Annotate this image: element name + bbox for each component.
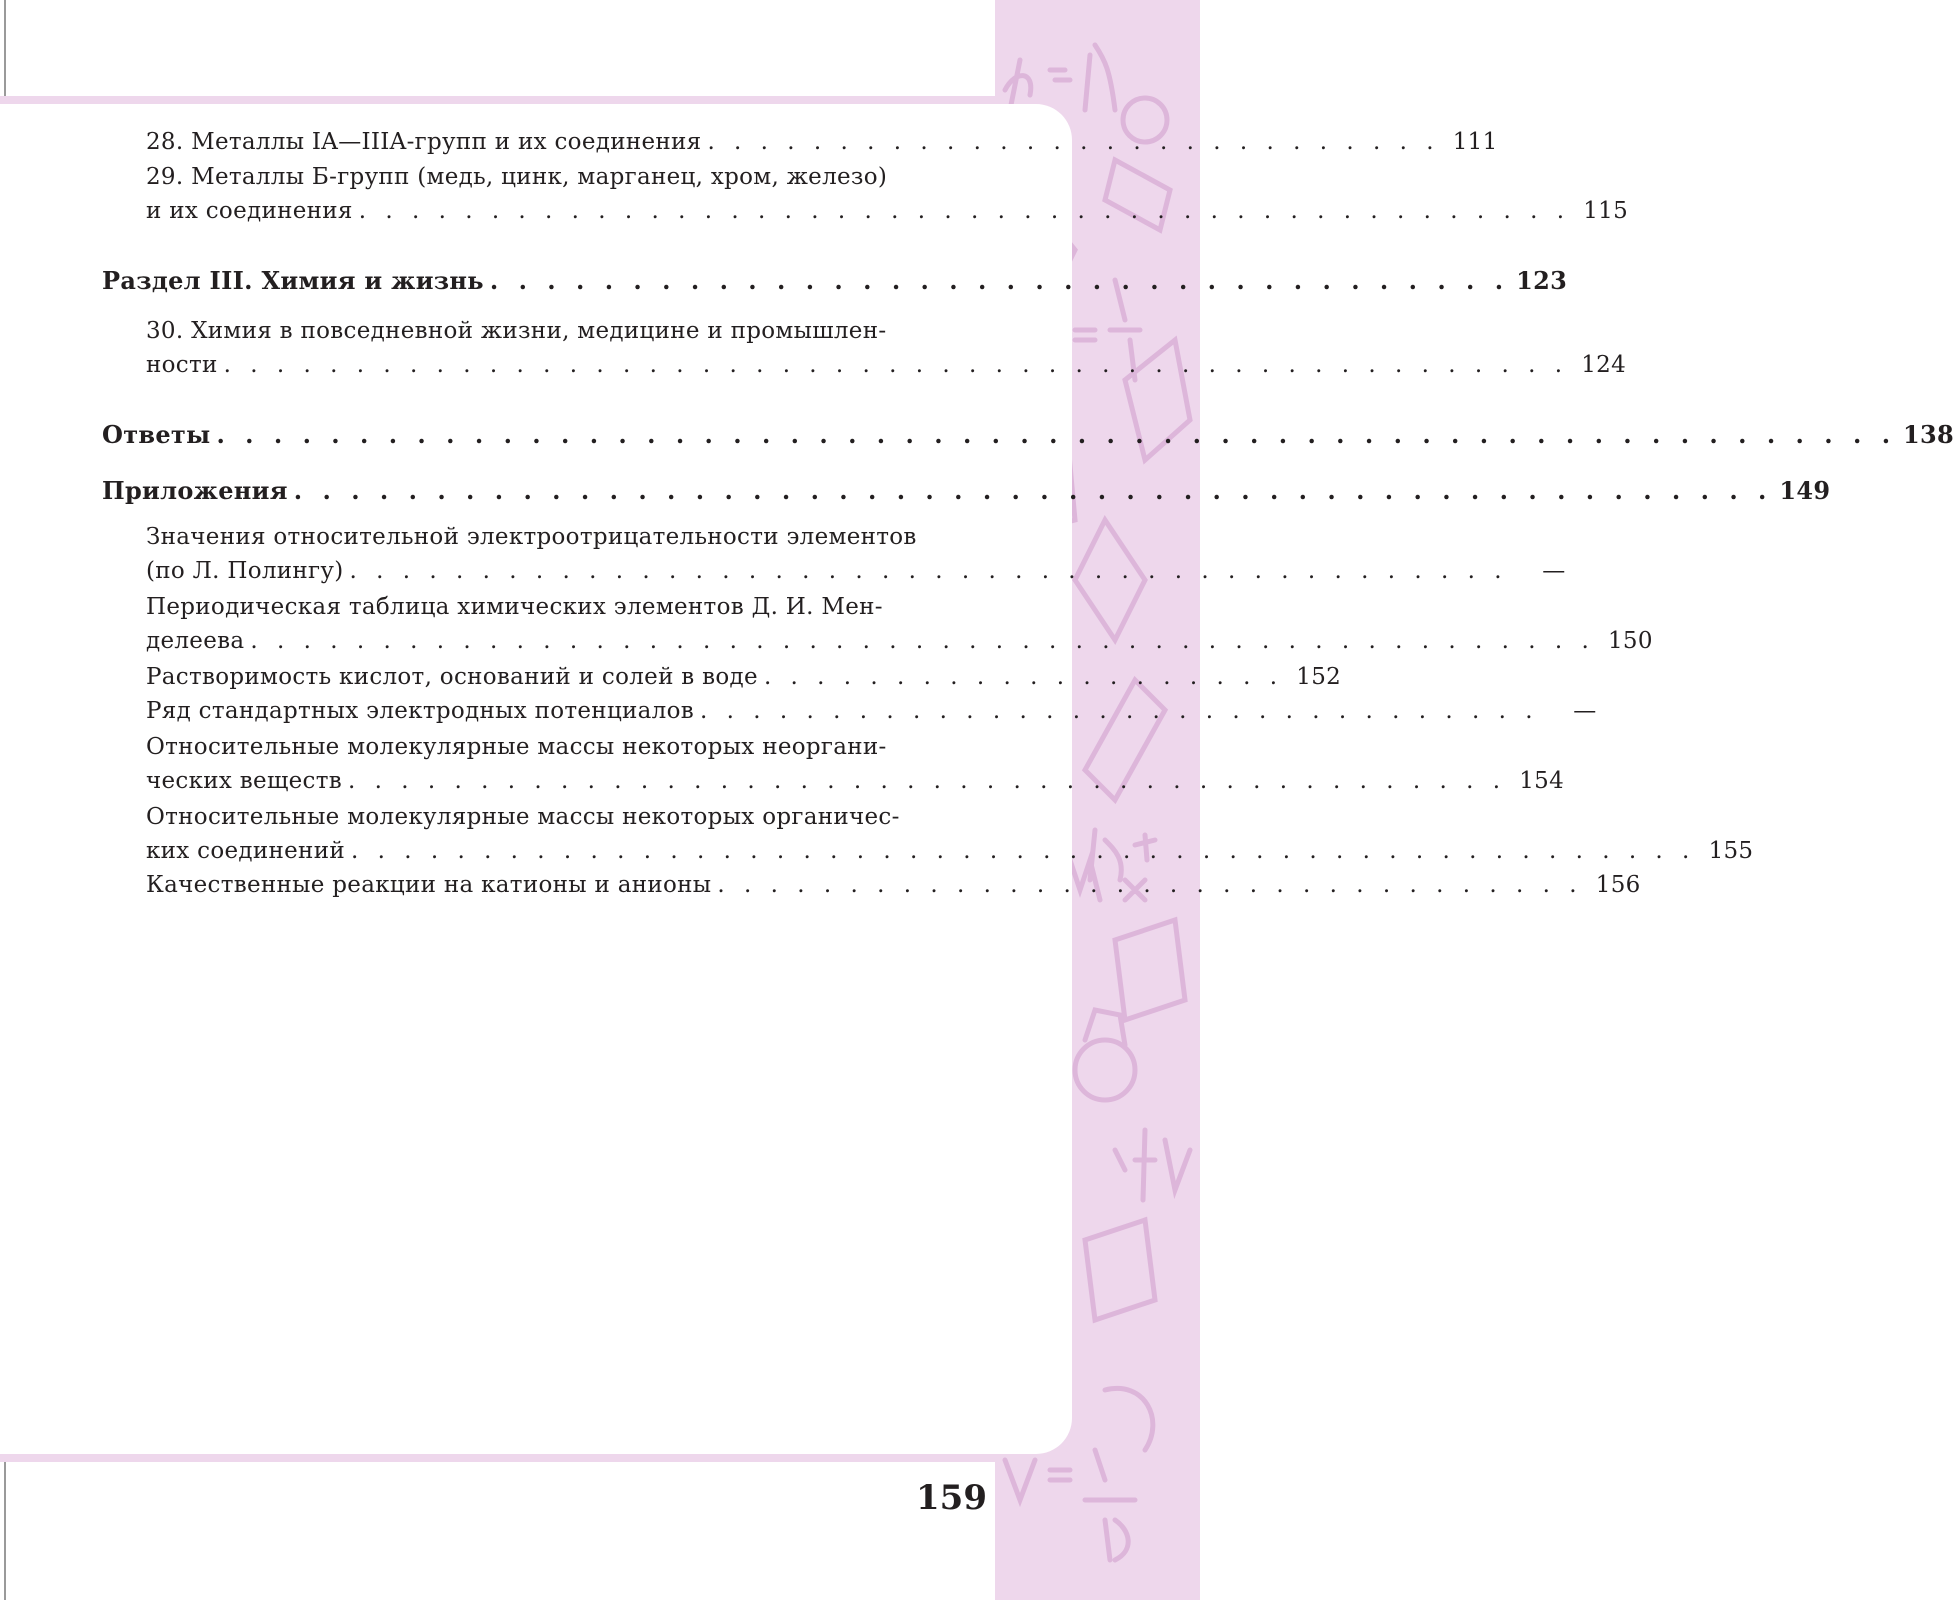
toc-entry-page: 150 bbox=[1607, 628, 1653, 654]
toc-entry-title-line2: (по Л. Полингу) bbox=[146, 558, 344, 584]
toc-section-page: 149 bbox=[1779, 476, 1831, 505]
toc-entry-title-line2: ких соединений bbox=[146, 838, 345, 864]
toc-entry-page: 124 bbox=[1581, 352, 1627, 378]
left-margin-rule-top bbox=[4, 0, 6, 96]
leader-dots: . . . . . . . . . . . . . . . . . . . . . . . . . . . . . . . . . . . . . . . . . . . . . . . . . . . bbox=[223, 352, 1569, 378]
toc-entry-title-line1: Относительные молекулярные массы некоторых органичес- bbox=[146, 804, 900, 830]
toc-entry-title-line1: 29. Металлы Б-групп (медь, цинк, марганец, хром, железо) bbox=[146, 164, 888, 190]
page-number: 159 bbox=[916, 1478, 987, 1518]
leader-dots: . . . . . . . . . . . . . . . . . . . . . . . . . . . . . . . . . . . . . . . . . . . . . . bbox=[358, 198, 1571, 224]
leader-dots: . . . . . . . . . . . . . . . . . . . . . . . . . . . . . . . . . . . . . . . . . . . . bbox=[349, 558, 1508, 584]
toc-appendix-2 bbox=[146, 590, 1653, 658]
leader-dots: . . . . . . . . . . . . . . . . . . . . . . . . . . . . bbox=[707, 129, 1440, 155]
toc-appendix-1 bbox=[146, 520, 1566, 588]
left-margin-rule-bottom bbox=[4, 1458, 6, 1600]
leader-dots: . . . . . . . . . . . . . . . . . . . . . . . . . . . . . . . . . . . . . . . . . . . . . . . . . . . bbox=[250, 628, 1595, 654]
leader-dots: . . . . . . . . . . . . . . . . . . . . . . . . . . . . . . . . . . . . . . . . . . . . . . . . . . . . bbox=[293, 476, 1773, 505]
toc-entry-29 bbox=[146, 160, 1629, 228]
toc-entry-page: 155 bbox=[1708, 838, 1754, 864]
toc-section-title: Ответы bbox=[102, 420, 211, 449]
toc-entry-page: 156 bbox=[1595, 872, 1641, 898]
toc-entry-page: 115 bbox=[1583, 198, 1629, 224]
toc-entry-28 bbox=[146, 125, 1498, 159]
toc-entry-30 bbox=[146, 314, 1627, 382]
toc-entry-title-line1: Относительные молекулярные массы некоторых неоргани- bbox=[146, 734, 887, 760]
toc-appendix bbox=[102, 474, 1831, 508]
leader-dots: . . . . . . . . . . . . . . . . . . . . . . . . . . . . . . . . . . . . . . . . . . . . . . . . . . . bbox=[350, 838, 1696, 864]
leader-dots: . . . . . . . . . . . . . . . . . . . . . . . . . . . . . . . . . . . . . . . . . . . . bbox=[348, 768, 1507, 794]
toc-entry-page: 111 bbox=[1452, 129, 1498, 155]
toc-appendix-5 bbox=[146, 730, 1565, 798]
toc-entry-title-line2: ческих веществ bbox=[146, 768, 342, 794]
leader-dots: . . . . . . . . . . . . . . . . . . . . . . . . . . . . . . . . . . . . bbox=[489, 266, 1510, 295]
toc-appendix-4 bbox=[146, 694, 1597, 728]
toc-entry-title-line2: делеева bbox=[146, 628, 245, 654]
toc-entry-title-line1: Значения относительной электроотрицательности элементов bbox=[146, 524, 917, 550]
toc-appendix-6 bbox=[146, 800, 1754, 868]
toc-entry-page: — bbox=[1542, 558, 1566, 584]
toc-entry-page: 154 bbox=[1519, 768, 1565, 794]
leader-dots: . . . . . . . . . . . . . . . . . . . . . . . . . . . . . . . . . bbox=[717, 872, 1583, 898]
toc-section-3 bbox=[102, 264, 1568, 298]
toc-entry-title-line2: ности bbox=[146, 352, 218, 378]
toc-section-page: 123 bbox=[1516, 266, 1568, 295]
toc-entry-title-line1: 30. Химия в повседневной жизни, медицине и промышлен- bbox=[146, 318, 887, 344]
leader-dots: . . . . . . . . . . . . . . . . . . . . . . . . . . . . . . . . bbox=[699, 698, 1539, 724]
toc-answers bbox=[102, 418, 1954, 452]
toc-section-title: Раздел III. Химия и жизнь bbox=[102, 266, 484, 295]
toc-entry-page: 152 bbox=[1296, 664, 1342, 690]
toc-entry-title: Ряд стандартных электродных потенциалов bbox=[146, 698, 694, 724]
toc-entry-title-line2: и их соединения bbox=[146, 198, 353, 224]
toc-entry-title: Растворимость кислот, оснований и солей в воде bbox=[146, 664, 758, 690]
toc-entry-title: Качественные реакции на катионы и анионы bbox=[146, 872, 712, 898]
toc-entry-page: — bbox=[1573, 698, 1597, 724]
toc-appendix-7 bbox=[146, 868, 1641, 902]
toc-appendix-3 bbox=[146, 660, 1342, 694]
toc-entry-title-line1: Периодическая таблица химических элементов Д. И. Мен- bbox=[146, 594, 883, 620]
toc-entry-title: 28. Металлы IA—IIIA-групп и их соединения bbox=[146, 129, 702, 155]
toc-section-page: 138 bbox=[1903, 420, 1954, 449]
leader-dots: . . . . . . . . . . . . . . . . . . . . bbox=[763, 664, 1284, 690]
leader-dots: . . . . . . . . . . . . . . . . . . . . . . . . . . . . . . . . . . . . . . . . . . . . . . . . . . . . . . . . . . . bbox=[216, 420, 1897, 449]
toc-section-title: Приложения bbox=[102, 476, 288, 505]
